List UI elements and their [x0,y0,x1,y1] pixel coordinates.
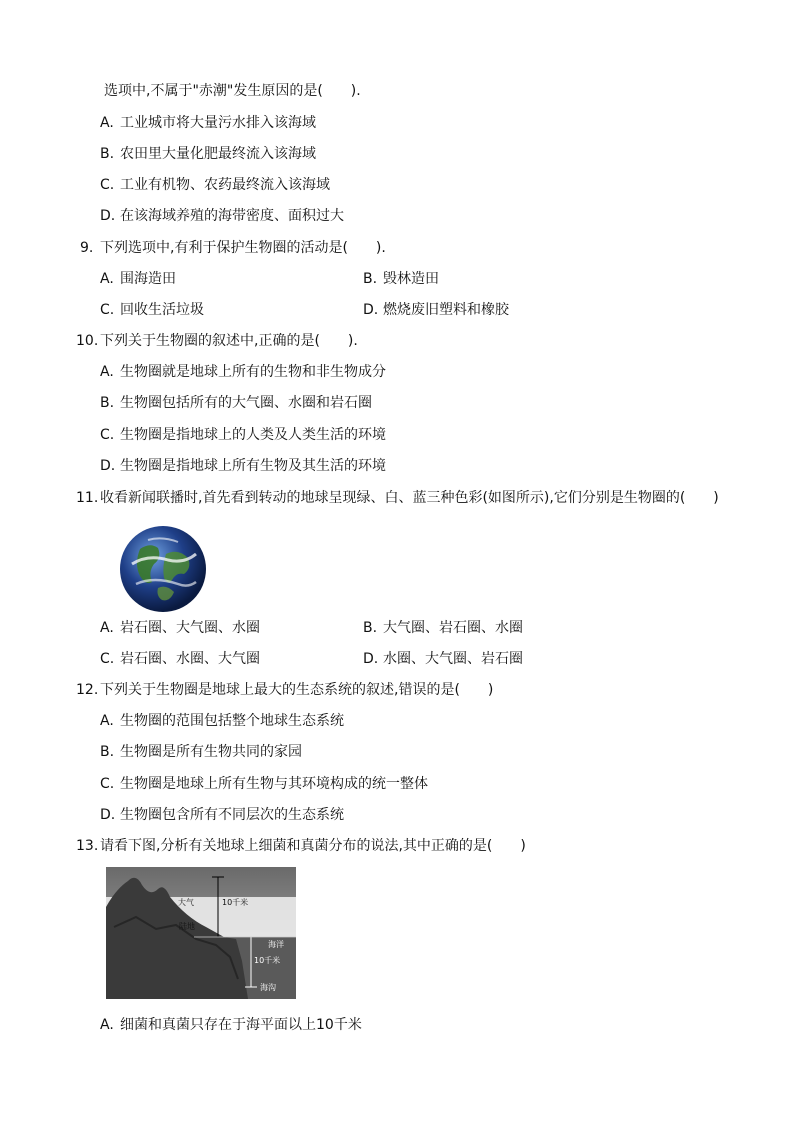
q11-option-d [363,650,523,668]
q9-option-b [363,270,439,288]
option-letter: A. [100,271,114,287]
option-letter: A. [100,713,114,729]
q8-option-c [100,176,330,194]
q13-option-a [100,1016,362,1034]
label-down-distance: 10千米 [254,956,281,965]
label-land: 陆地 [179,922,195,931]
option-text: 生物圈是地球上所有生物与其环境构成的统一整体 [120,776,428,792]
option-text: 生物圈包含所有不同层次的生态系统 [120,807,344,823]
option-letter: D. [363,651,379,667]
label-up-distance: 10千米 [222,898,249,907]
option-letter: D. [363,302,379,318]
question-text: 请看下图,分析有关地球上细菌和真菌分布的说法,其中正确的是( ) [100,838,526,854]
option-text: 工业有机物、农药最终流入该海域 [120,177,330,193]
option-letter: D. [100,807,116,823]
question-number: 9. [80,240,94,256]
option-letter: A. [100,620,114,636]
question-number: 10. [76,333,99,349]
q9-option-a [100,270,176,288]
q10-option-b [100,394,372,412]
q12-option-a [100,712,344,730]
label-atmosphere: 大气 [178,898,194,907]
option-text: 细菌和真菌只存在于海平面以上10千米 [120,1017,362,1033]
option-letter: A. [100,364,114,380]
label-ocean: 海洋 [268,940,284,949]
q12-option-b [100,743,302,761]
option-text: 生物圈是指地球上所有生物及其生活的环境 [120,458,386,474]
q9-stem [80,239,386,257]
q8-stem-continuation: 选项中,不属于"赤潮"发生原因的是( ). [104,83,361,99]
question-text: 收看新闻联播时,首先看到转动的地球呈现绿、白、蓝三种色彩(如图所示),它们分别是生物圈的( ) [100,490,719,506]
option-text: 毁林造田 [383,271,439,287]
label-trench: 海沟 [260,983,276,992]
option-letter: B. [363,271,378,287]
q10-option-a [100,363,386,381]
question-number: 12. [76,682,99,698]
q11-option-c [100,650,260,668]
option-letter: B. [100,744,115,760]
option-text: 岩石圈、水圈、大气圈 [120,651,260,667]
q11-option-a [100,619,260,637]
option-text: 生物圈是指地球上的人类及人类生活的环境 [120,427,386,443]
option-letter: C. [100,302,115,318]
option-letter: B. [363,620,378,636]
q10-stem [76,332,358,350]
option-text: 生物圈的范围包括整个地球生态系统 [120,713,344,729]
option-text: 水圈、大气圈、岩石圈 [383,651,523,667]
question-text: 下列关于生物圈是地球上最大的生态系统的叙述,错误的是( ) [100,682,494,698]
option-text: 工业城市将大量污水排入该海域 [120,115,316,131]
question-number: 13. [76,838,99,854]
option-letter: C. [100,427,115,443]
q11-stem [76,489,719,507]
option-letter: D. [100,458,116,474]
option-text: 大气圈、岩石圈、水圈 [383,620,523,636]
question-number: 11. [76,490,99,506]
option-text: 燃烧废旧塑料和橡胶 [383,302,509,318]
q9-option-c [100,301,204,319]
q10-option-c [100,426,386,444]
q12-option-d [100,806,344,824]
option-text: 在该海域养殖的海带密度、面积过大 [120,208,344,224]
option-text: 生物圈是所有生物共同的家园 [120,744,302,760]
option-text: 生物圈包括所有的大气圈、水圈和岩石圈 [120,395,372,411]
option-text: 围海造田 [120,271,176,287]
option-letter: B. [100,395,115,411]
globe-image [118,524,208,614]
q10-option-d [100,457,386,475]
option-letter: D. [100,208,116,224]
q13-stem [76,837,526,855]
q11-option-b [363,619,523,637]
q12-option-c [100,775,428,793]
q8-option-a [100,114,316,132]
option-text: 岩石圈、大气圈、水圈 [120,620,260,636]
q8-option-d [100,207,344,225]
option-letter: B. [100,146,115,162]
option-letter: C. [100,776,115,792]
option-text: 回收生活垃圾 [120,302,204,318]
option-text: 生物圈就是地球上所有的生物和非生物成分 [120,364,386,380]
q8-option-b [100,145,316,163]
option-letter: C. [100,177,115,193]
option-letter: A. [100,1017,114,1033]
question-text: 下列选项中,有利于保护生物圈的活动是( ). [100,240,386,256]
q12-stem [76,681,493,699]
option-letter: A. [100,115,114,131]
q9-option-d [363,301,509,319]
earth-profile-diagram [106,867,296,999]
option-text: 农田里大量化肥最终流入该海域 [120,146,316,162]
question-text: 下列关于生物圈的叙述中,正确的是( ). [100,333,358,349]
option-letter: C. [100,651,115,667]
